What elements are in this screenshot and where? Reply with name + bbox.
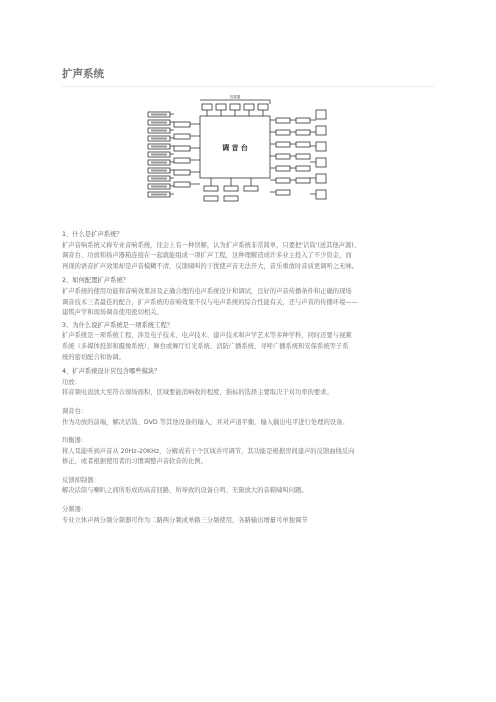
title-divider (62, 86, 434, 87)
section-heading: 3、为什么说扩声系统是一项系统工程？ (62, 321, 174, 329)
body-line: 扩声系统的使用功能和音响效果涉及正确合理的电声系统设计和调试，良好的声音传播条件和正确的现场 (62, 287, 352, 295)
body-line: 修正，或者根据使用者的习惯调整声音软音的比例。 (62, 458, 207, 466)
body-line: 将人耳能听到声音从 20Hz-20KHz，分解成若干个区域并可调节，其功能是根据房间建声的反馈曲线反向 (62, 447, 355, 455)
top-label: 效果器 (229, 95, 241, 99)
body-line: 调音台、功放和扬声器箱连接在一起就能组成一项扩声工程，这种理解造成许多业主投入了不少资金，而 (62, 252, 352, 260)
section-heading: 4、扩声系统设计应包含哪些模块？ (62, 368, 161, 376)
article-body (62, 228, 434, 526)
subheading: 功放： (62, 378, 81, 386)
body-line: 再现的语音扩声效果却是声音模糊不清，反馈啸叫的干扰使声音无法开大，音乐重放时音质更调听之无味。 (62, 262, 358, 270)
body-line: 解决话筒与喇叭之间所形成的高音回路，所导致的设备自鸣、无限放大的音箱啸叫问题。 (62, 487, 308, 495)
subheading: 调音台： (62, 407, 88, 415)
body-line: 扩声音响系统又称专业音响系统，往会上有一种误解，认为扩声系统非常简单，只要把'话筒'(送其他声源)、 (62, 241, 361, 249)
body-line: 系统（多媒体投影和摄像系统）、舞台或舞厅灯光系统、消防广播系统、寻呼广播系统和安保系统等子系 (62, 342, 349, 350)
subheading: 反馈抑制器： (62, 476, 100, 484)
system-diagram (142, 92, 342, 212)
subheading: 均衡器： (62, 437, 88, 445)
body-line: 扩声系统是一项系统工程，涉及电子技术、电声技术、建声技术和声学艺术等多种学科，同时还要与视频 (62, 332, 352, 340)
section-heading: 1、什么是扩声系统？ (62, 231, 123, 238)
mixer-label: 调 音 台 (222, 144, 248, 152)
body-line: 统的密切配合和协调。 (62, 353, 125, 361)
body-line: 专业立体声两分频分频器可作为二路两分频或单路三分频使用，各路输出增量可单独调节 (62, 516, 308, 524)
subheading: 分频器： (62, 506, 88, 514)
body-line: 调音技术三者最佳的配合，扩声系统的音响效果不仅与电声系统的综合性能有关，还与声音的传播环境—— (62, 298, 358, 306)
body-line: 将音频电流放大至符合现场面积、区域要能消响收的程度，指标的选择主要取决于对功率的要求。 (62, 389, 333, 397)
section-heading: 2、如何配置扩声系统？ (62, 277, 129, 285)
body-line: 建筑声学和现场调音使用密切相关。 (62, 309, 163, 317)
body-line: 作为功放的前端，解决话筒、DVD 等其他设备的输入，并对声道平衡、输入输出电平进行处理的设备。 (62, 418, 349, 426)
page-title: 扩声系统 (62, 68, 104, 80)
